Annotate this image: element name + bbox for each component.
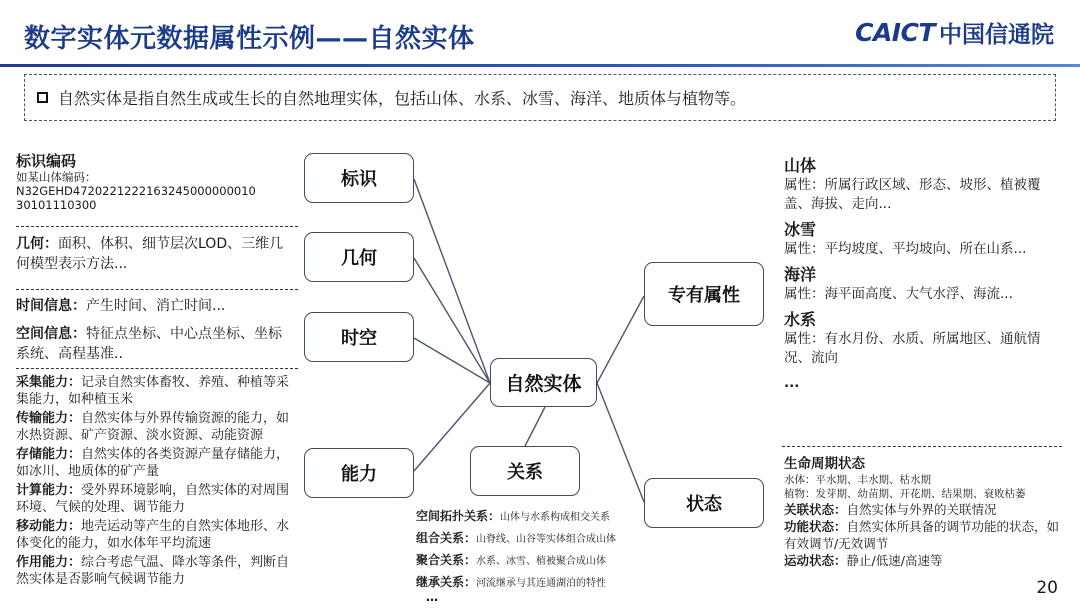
- connector-spacetime: [414, 338, 490, 383]
- attribute-item: [784, 156, 1064, 214]
- node-ability: 能力: [304, 448, 414, 498]
- geometry-label: 几何：: [16, 236, 58, 252]
- ability-item: [16, 374, 292, 408]
- attributes-more: ...: [784, 375, 800, 391]
- ability-label: 传输能力：: [16, 411, 82, 426]
- attribute-item: [784, 265, 1064, 304]
- identity-example-label: 如某山体编码：: [16, 170, 97, 184]
- relation-label: 空间拓扑关系：: [416, 509, 501, 523]
- node-relation: 关系: [470, 446, 580, 496]
- relation-item: [416, 510, 686, 524]
- slide-title: 数字实体元数据属性示例——自然实体: [24, 24, 475, 54]
- connector-geometry: [414, 258, 490, 383]
- node-geometry: 几何: [304, 232, 414, 282]
- state-item: [784, 552, 1064, 569]
- divider: [782, 446, 1062, 447]
- lifecycle-plant: 植物：发芽期、幼苗期、开花期、结果期、衰败枯萎: [784, 488, 1026, 500]
- connector-identity: [414, 179, 490, 383]
- space-text: 特征点坐标、中心点坐标、坐标系统、高程基准..: [16, 326, 282, 362]
- relation-label: 组合关系：: [416, 531, 477, 545]
- ability-list: [16, 374, 292, 588]
- relation-text: 山体与水系构成相交关系: [500, 512, 611, 523]
- logo-text-cn: 中国信通院: [939, 22, 1054, 48]
- relation-text: 水系、冰雪、植被聚合成山体: [476, 556, 607, 567]
- node-spacetime: 时空: [304, 312, 414, 362]
- attributes-detail: [784, 156, 1064, 393]
- attribute-text: 属性：所属行政区域、形态、坡形、植被覆盖、海拔、走向...: [784, 177, 1041, 212]
- square-bullet-icon: [37, 92, 48, 103]
- identity-code-line2: 30101110300: [16, 198, 97, 212]
- identity-detail: [16, 152, 292, 212]
- ability-label: 作用能力：: [16, 555, 82, 570]
- state-text: 自然实体与外界的关联情况: [846, 502, 997, 517]
- attribute-item: [784, 310, 1064, 368]
- lifecycle-title: 生命周期状态: [784, 456, 865, 472]
- relation-item: [416, 576, 686, 590]
- space-label: 空间信息：: [16, 326, 86, 342]
- relation-text: 山脊线、山谷等实体组合成山体: [476, 534, 617, 545]
- ability-text: 受外界环境影响，自然实体的对周围环境、气候的处理、调节能力: [16, 483, 290, 515]
- attribute-text: 属性：平均坡度、平均坡向、所在山系...: [784, 241, 1027, 257]
- ability-label: 存储能力：: [16, 447, 82, 462]
- state-label: 功能状态：: [784, 519, 847, 534]
- divider: [16, 226, 298, 227]
- identity-title: 标识编码: [16, 152, 77, 170]
- state-detail: [784, 456, 1064, 569]
- ability-label: 计算能力：: [16, 483, 82, 498]
- attribute-text: 属性：海平面高度、大气水浮、海流...: [784, 286, 1013, 302]
- page-number: 20: [1036, 578, 1058, 598]
- state-label: 关联状态：: [784, 502, 847, 517]
- time-text: 产生时间、消亡时间...: [86, 298, 226, 314]
- caict-logo: [855, 16, 1054, 49]
- relation-text: 河流继承与其连通湖泊的特性: [476, 578, 607, 589]
- intro-text: 自然实体是指自然生成或生长的自然地理实体，包括山体、水系、冰雪、海洋、地质体与植物等。: [58, 89, 747, 108]
- attribute-name: 山体: [784, 156, 817, 175]
- ability-item: [16, 518, 292, 552]
- ability-item: [16, 482, 292, 516]
- geometry-text: 面积、体积、细节层次LOD、三维几何模型表示方法...: [16, 236, 284, 272]
- attribute-name: 冰雪: [784, 220, 817, 239]
- space-detail: [16, 324, 292, 364]
- time-detail: [16, 296, 292, 316]
- state-item: [784, 518, 1064, 552]
- divider: [16, 289, 298, 290]
- geometry-detail: [16, 234, 292, 274]
- relation-item: [416, 532, 686, 546]
- ability-text: 记录自然实体畜牧、养殖、种植等采集能力，如种植玉米: [16, 375, 290, 407]
- state-label: 运动状态：: [784, 553, 847, 568]
- ability-text: 综合考虑气温、降水等条件，判断自然实体是否影响气候调节能力: [16, 555, 290, 587]
- state-item: [784, 501, 1064, 518]
- node-state: 状态: [644, 478, 764, 528]
- ability-text: 自然实体的各类资源产量存储能力，如冰川、地质体的矿产量: [16, 447, 290, 479]
- relation-label: 继承关系：: [416, 575, 477, 589]
- relation-more: [426, 591, 696, 605]
- connector-relation: [525, 407, 545, 446]
- ability-item: [16, 410, 292, 444]
- ability-text: 自然实体与外界传输资源的能力，如水热资源、矿产资源、淡水资源、动能资源: [16, 411, 290, 443]
- state-text: 自然实体所具备的调节功能的状态，如有效调节/无效调节: [784, 519, 1060, 551]
- relation-label: 聚合关系：: [416, 553, 477, 567]
- ability-text: 地壳运动等产生的自然实体地形、水体变化的能力，如水体年平均流速: [16, 519, 290, 551]
- attribute-text: 属性：有水月份、水质、所属地区、通航情况、流向: [784, 331, 1041, 366]
- relation-more-text: …: [426, 590, 438, 604]
- intro-box: [24, 74, 1056, 121]
- center-node: 自然实体: [490, 358, 597, 407]
- title-divider: [0, 64, 1080, 67]
- connector-attributes: [597, 296, 644, 383]
- ability-item: [16, 446, 292, 480]
- identity-code-line1: N32GEHD472022122216324500000001​0: [16, 184, 256, 198]
- attribute-name: 水系: [784, 310, 817, 329]
- lifecycle-water: 水体：平水期、丰水期、枯水期: [784, 474, 931, 486]
- time-label: 时间信息：: [16, 298, 86, 314]
- node-identity: 标识: [304, 153, 414, 203]
- ability-label: 采集能力：: [16, 375, 82, 390]
- attribute-item: [784, 220, 1064, 259]
- attribute-name: 海洋: [784, 265, 817, 284]
- divider: [16, 368, 298, 369]
- ability-item: [16, 554, 292, 588]
- state-text: 静止/低速/高速等: [846, 553, 943, 568]
- connector-state: [597, 383, 644, 502]
- node-attributes: 专有属性: [644, 262, 764, 326]
- ability-label: 移动能力：: [16, 519, 82, 534]
- relation-item: [416, 554, 686, 568]
- logo-text-en: CAICT: [855, 18, 935, 47]
